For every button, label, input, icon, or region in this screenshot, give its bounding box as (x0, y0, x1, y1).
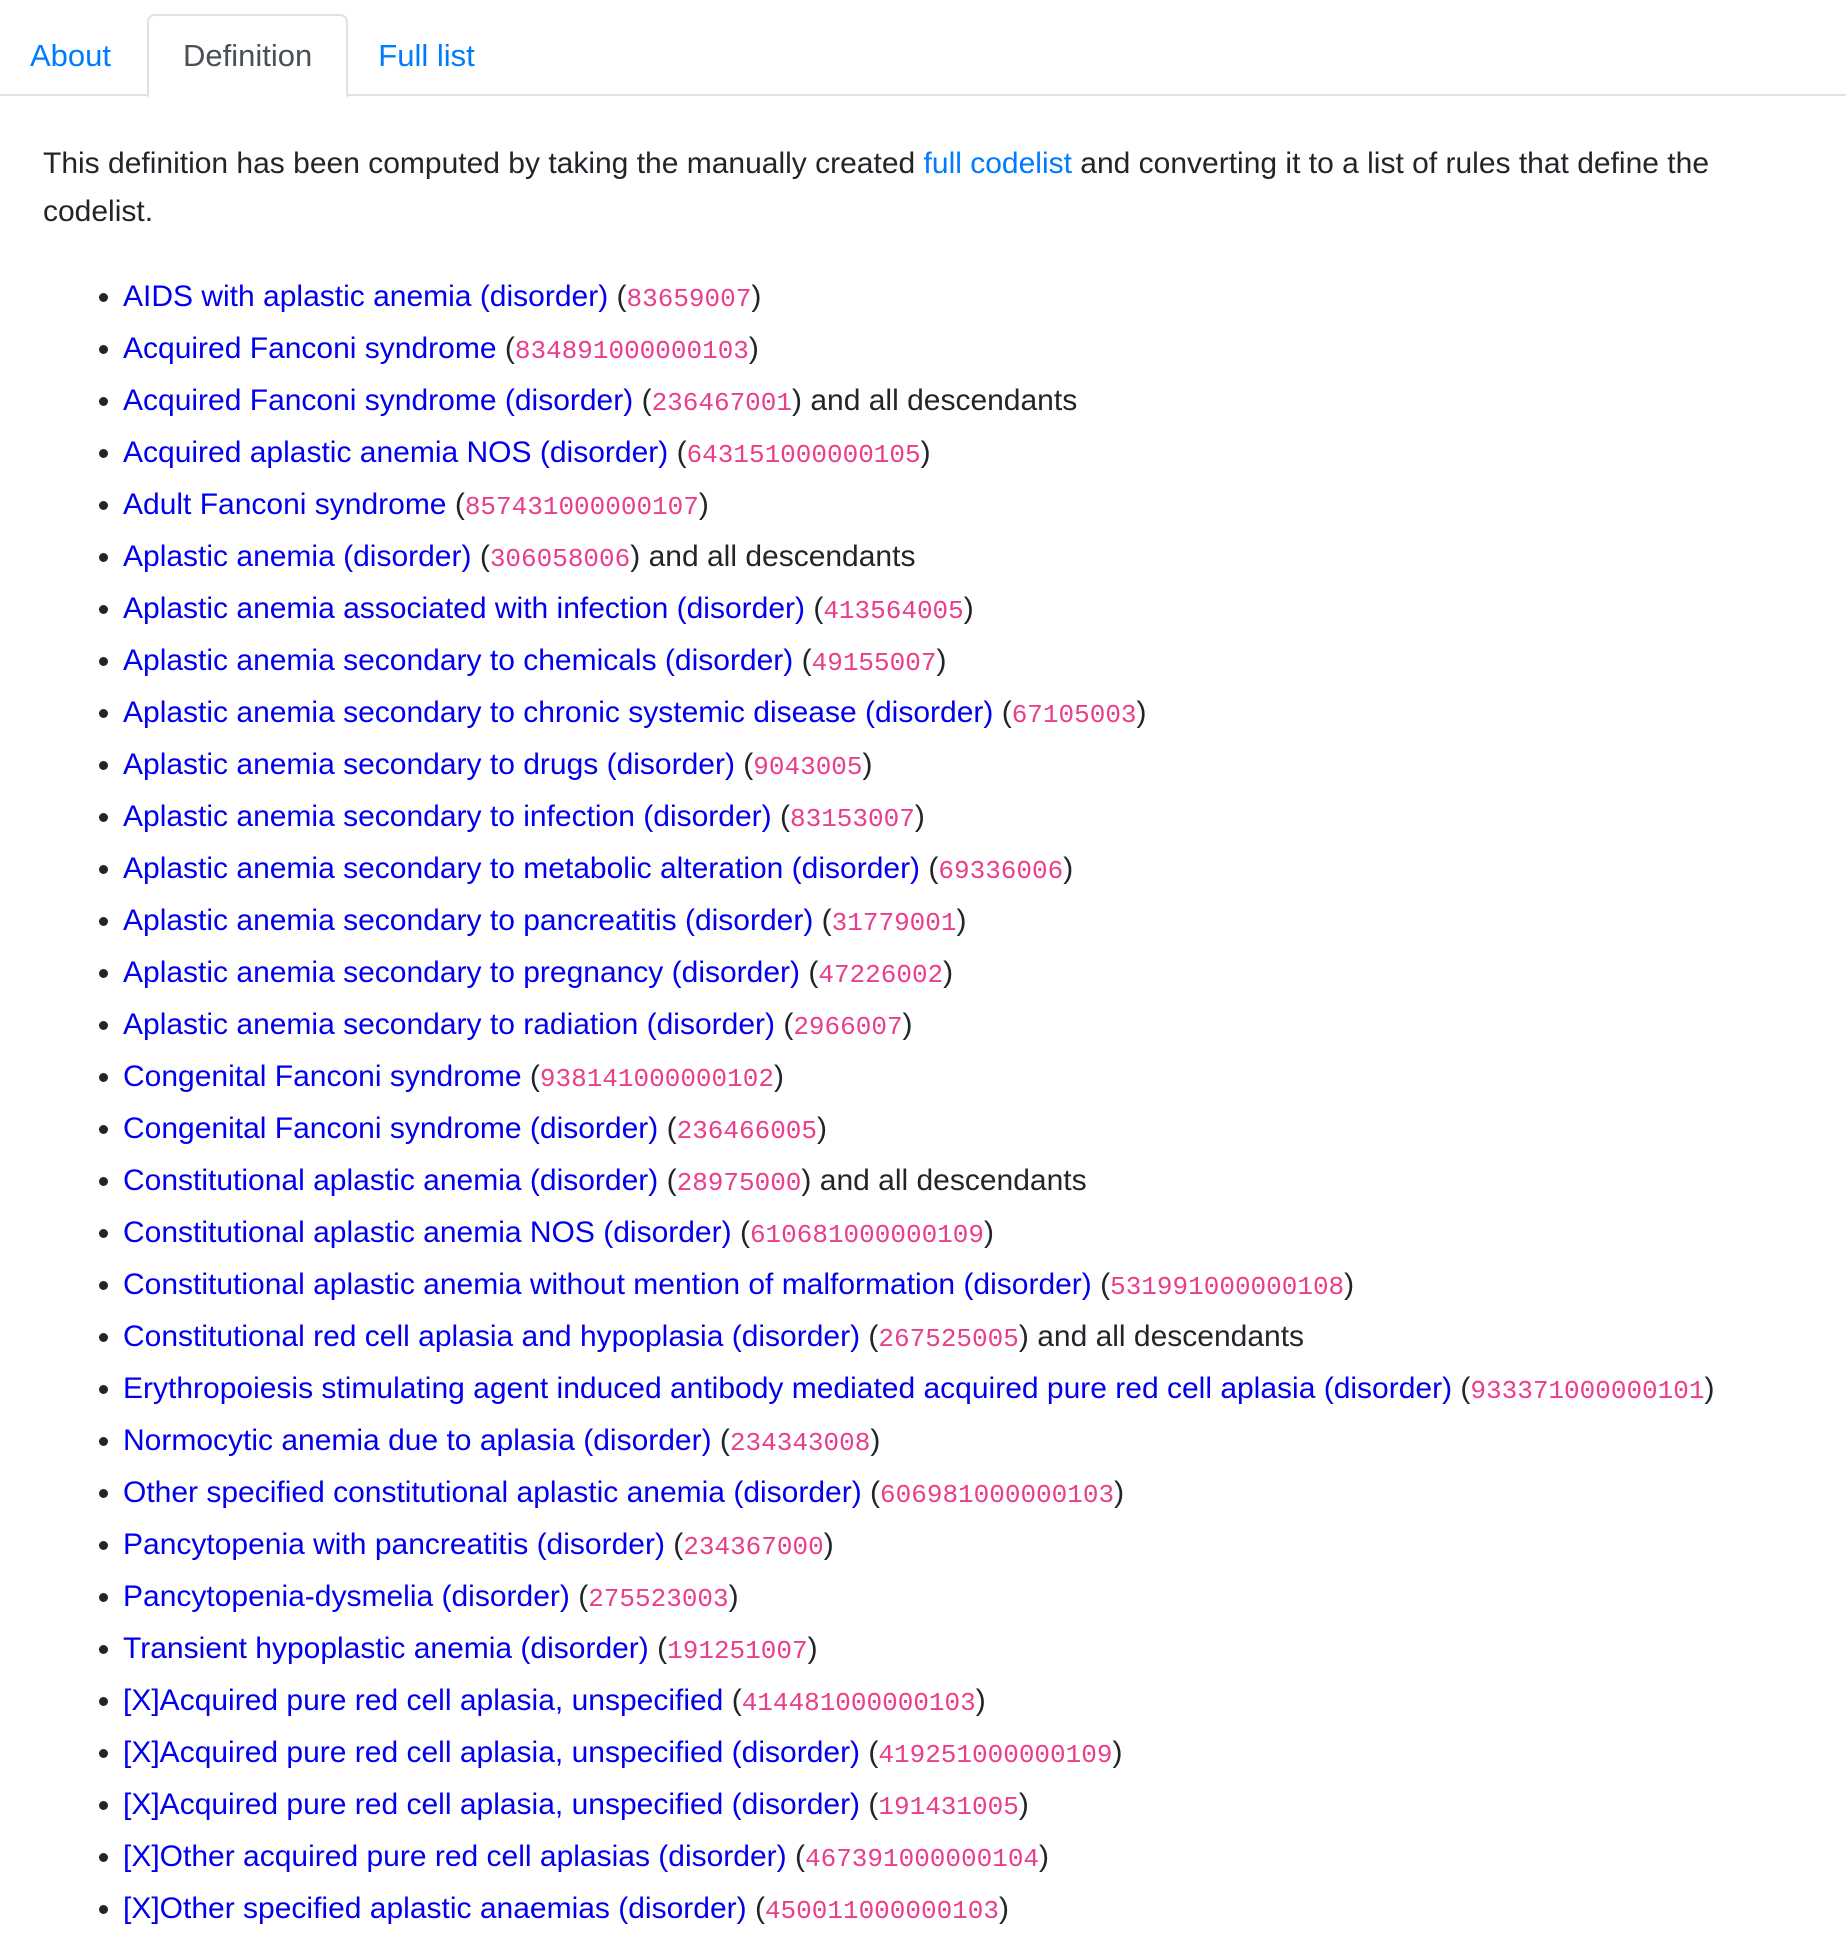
open-paren: ( (648, 1632, 668, 1665)
list-item (123, 1572, 1803, 1624)
concept-code: 413564005 (823, 596, 964, 626)
list-item (123, 1520, 1803, 1572)
concept-code: 606981000000103 (880, 1480, 1115, 1510)
concept-code: 69336006 (938, 856, 1064, 886)
concept-code: 236466005 (676, 1116, 818, 1146)
close-paren: ) (630, 540, 641, 573)
open-paren: ( (771, 800, 790, 833)
descendants-note: and all descendants (802, 384, 1078, 417)
concept-code: 857431000000107 (464, 492, 699, 522)
concept-link[interactable]: Pancytopenia with pancreatitis (disorder) (123, 1528, 665, 1561)
close-paren: ) (943, 956, 954, 989)
list-item (123, 1000, 1803, 1052)
open-paren: ( (1091, 1268, 1111, 1301)
open-paren: ( (861, 1476, 881, 1509)
concept-code: 31779001 (831, 908, 957, 938)
concept-link[interactable]: Congenital Fanconi syndrome (disorder) (123, 1112, 659, 1145)
concept-link[interactable]: Erythropoiesis stimulating agent induced antibody mediated acquired pure red cell aplasia (disorder) (123, 1372, 1453, 1405)
concept-link[interactable]: Aplastic anemia secondary to pregnancy (disorder) (123, 956, 801, 989)
list-item (123, 844, 1803, 896)
concept-link[interactable]: AIDS with aplastic anemia (disorder) (123, 280, 609, 313)
concept-link[interactable]: [X]Other specified aplastic anaemias (disorder) (123, 1892, 747, 1925)
list-item (123, 1780, 1803, 1832)
concept-code: 933371000000101 (1470, 1376, 1705, 1406)
concept-link[interactable]: Constitutional red cell aplasia and hypoplasia (disorder) (123, 1320, 861, 1353)
open-paren: ( (920, 852, 939, 885)
concept-link[interactable]: Other specified constitutional aplastic anemia (disorder) (123, 1476, 862, 1509)
concept-link[interactable]: Normocytic anemia due to aplasia (disorder) (123, 1424, 712, 1457)
tab-full-list[interactable]: Full list (378, 38, 475, 73)
concept-code: 234367000 (683, 1532, 824, 1562)
close-paren: ) (956, 904, 967, 937)
close-paren: ) (1018, 1788, 1029, 1821)
descendants-note: and all descendants (811, 1164, 1087, 1197)
list-item (123, 272, 1803, 324)
concept-code: 83659007 (626, 284, 752, 314)
open-paren: ( (711, 1424, 730, 1457)
close-paren: ) (1112, 1736, 1123, 1769)
open-paren: ( (993, 696, 1012, 729)
open-paren: ( (775, 1008, 794, 1041)
list-item (123, 896, 1803, 948)
concept-link[interactable]: Transient hypoplastic anemia (disorder) (123, 1632, 649, 1665)
close-paren: ) (728, 1580, 739, 1613)
open-paren: ( (446, 488, 465, 521)
list-item (123, 636, 1803, 688)
concept-code: 938141000000102 (539, 1064, 774, 1094)
concept-code: 419251000000109 (878, 1740, 1113, 1770)
open-paren: ( (860, 1788, 879, 1821)
list-item (123, 1312, 1803, 1364)
concept-link[interactable]: Constitutional aplastic anemia (disorder) (123, 1164, 659, 1197)
concept-link[interactable]: Aplastic anemia secondary to pancreatitis (disorder) (123, 904, 814, 937)
close-paren: ) (817, 1112, 828, 1145)
list-item (123, 792, 1803, 844)
open-paren: ( (471, 540, 490, 573)
concept-link[interactable]: Constitutional aplastic anemia NOS (disorder) (123, 1216, 732, 1249)
list-item (123, 428, 1803, 480)
close-paren: ) (936, 644, 947, 677)
open-paren: ( (786, 1840, 805, 1873)
concept-code: 414481000000103 (741, 1688, 976, 1718)
concept-code: 49155007 (811, 648, 937, 678)
list-item (123, 1468, 1803, 1520)
tab-definition[interactable]: Definition (147, 14, 348, 98)
concept-code: 9043005 (753, 752, 863, 782)
list-item (123, 1208, 1803, 1260)
concept-code: 450011000000103 (764, 1896, 999, 1926)
concept-code: 191431005 (878, 1792, 1019, 1822)
list-item (123, 1260, 1803, 1312)
close-paren: ) (823, 1528, 834, 1561)
list-item (123, 584, 1803, 636)
close-paren: ) (963, 592, 974, 625)
concept-link[interactable]: [X]Acquired pure red cell aplasia, unspecified (123, 1684, 724, 1717)
open-paren: ( (658, 1164, 677, 1197)
close-paren: ) (792, 384, 802, 417)
close-paren: ) (1704, 1372, 1715, 1405)
concept-link[interactable]: Aplastic anemia (disorder) (123, 540, 472, 573)
concept-code: 467391000000104 (804, 1844, 1040, 1874)
close-paren: ) (773, 1060, 784, 1093)
close-paren: ) (807, 1632, 818, 1665)
close-paren: ) (983, 1216, 994, 1249)
concept-link[interactable]: Aplastic anemia secondary to chemicals (disorder) (123, 644, 794, 677)
close-paren: ) (975, 1684, 986, 1717)
close-paren: ) (920, 436, 931, 469)
open-paren: ( (668, 436, 687, 469)
close-paren: ) (801, 1164, 812, 1197)
definition-panel (0, 140, 1846, 1936)
list-item (123, 1052, 1803, 1104)
open-paren: ( (521, 1060, 540, 1093)
concept-code: 67105003 (1011, 700, 1137, 730)
rules-list (43, 272, 1803, 1936)
concept-link[interactable]: [X]Other acquired pure red cell aplasias (disorder) (123, 1840, 787, 1873)
close-paren: ) (902, 1008, 913, 1041)
concept-code: 2966007 (793, 1012, 903, 1042)
intro-paragraph (43, 140, 1803, 236)
list-item (123, 688, 1803, 740)
list-item (123, 1728, 1803, 1780)
open-paren: ( (805, 592, 824, 625)
concept-code: 267525005 (878, 1324, 1019, 1354)
open-paren: ( (731, 1216, 750, 1249)
concept-code: 531991000000108 (1110, 1272, 1345, 1302)
list-item (123, 1624, 1803, 1676)
open-paren: ( (734, 748, 754, 781)
list-item (123, 1832, 1803, 1884)
concept-link[interactable]: Acquired aplastic anemia NOS (disorder) (123, 436, 669, 469)
concept-code: 191251007 (667, 1636, 808, 1666)
concept-link[interactable]: Constitutional aplastic anemia without mention of malformation (disorder) (123, 1268, 1092, 1301)
concept-link[interactable]: Adult Fanconi syndrome (123, 488, 447, 521)
descendants-note: and all descendants (1028, 1320, 1305, 1353)
tab-bar (0, 0, 1846, 96)
open-paren: ( (800, 956, 819, 989)
concept-code: 643151000000105 (686, 440, 921, 470)
list-item (123, 1676, 1803, 1728)
open-paren: ( (860, 1320, 879, 1353)
close-paren: ) (751, 280, 762, 313)
close-paren: ) (698, 488, 709, 521)
open-paren: ( (569, 1580, 589, 1613)
list-item (123, 1156, 1803, 1208)
close-paren: ) (1039, 1840, 1050, 1873)
list-item (123, 1416, 1803, 1468)
concept-link[interactable]: Congenital Fanconi syndrome (123, 1060, 522, 1093)
close-paren: ) (1018, 1320, 1029, 1353)
list-item (123, 532, 1803, 584)
concept-link[interactable]: Acquired Fanconi syndrome (disorder) (123, 384, 634, 417)
full-codelist-link[interactable]: full codelist (923, 147, 1072, 180)
tab-about[interactable]: About (30, 38, 112, 73)
list-item (123, 324, 1803, 376)
open-paren: ( (1452, 1372, 1471, 1405)
close-paren: ) (862, 748, 873, 781)
open-paren: ( (633, 384, 652, 417)
concept-link[interactable]: [X]Acquired pure red cell aplasia, unspecified (disorder) (123, 1788, 861, 1821)
open-paren: ( (608, 280, 627, 313)
concept-link[interactable]: Pancytopenia-dysmelia (disorder) (123, 1580, 570, 1613)
intro-text-after: and converting it to a list of rules that define the codelist. (43, 147, 1709, 228)
concept-code: 610681000000109 (749, 1220, 984, 1250)
list-item (123, 948, 1803, 1000)
open-paren: ( (860, 1736, 879, 1769)
concept-link[interactable]: [X]Acquired pure red cell aplasia, unspecified (disorder) (123, 1736, 861, 1769)
close-paren: ) (914, 800, 925, 833)
concept-code: 834891000000103 (514, 336, 749, 366)
open-paren: ( (496, 332, 515, 365)
concept-link[interactable]: Aplastic anemia secondary to radiation (disorder) (123, 1008, 775, 1041)
list-item (123, 480, 1803, 532)
list-item (123, 740, 1803, 792)
close-paren: ) (870, 1424, 881, 1457)
concept-code: 234343008 (729, 1428, 871, 1458)
list-item (123, 1104, 1803, 1156)
concept-code: 83153007 (789, 804, 915, 834)
descendants-note: and all descendants (640, 540, 916, 573)
intro-text-before: This definition has been computed by taking the manually created (43, 147, 924, 180)
concept-code: 47226002 (818, 960, 944, 990)
close-paren: ) (748, 332, 759, 365)
concept-link[interactable]: Acquired Fanconi syndrome (123, 332, 497, 365)
concept-link[interactable]: Aplastic anemia secondary to metabolic alteration (disorder) (123, 852, 921, 885)
concept-link[interactable]: Aplastic anemia associated with infection (disorder) (123, 592, 805, 625)
close-paren: ) (999, 1892, 1009, 1925)
concept-link[interactable]: Aplastic anemia secondary to infection (disorder) (123, 800, 772, 833)
close-paren: ) (1344, 1268, 1355, 1301)
close-paren: ) (1136, 696, 1147, 729)
concept-code: 28975000 (676, 1168, 802, 1198)
open-paren: ( (793, 644, 812, 677)
concept-code: 236467001 (651, 388, 792, 418)
close-paren: ) (1114, 1476, 1125, 1509)
open-paren: ( (813, 904, 832, 937)
close-paren: ) (1063, 852, 1074, 885)
open-paren: ( (723, 1684, 742, 1717)
concept-link[interactable]: Aplastic anemia secondary to drugs (disorder) (123, 748, 735, 781)
open-paren: ( (658, 1112, 677, 1145)
concept-code: 275523003 (588, 1584, 729, 1614)
list-item (123, 376, 1803, 428)
concept-code: 306058006 (489, 544, 631, 574)
list-item (123, 1364, 1803, 1416)
concept-link[interactable]: Aplastic anemia secondary to chronic systemic disease (disorder) (123, 696, 994, 729)
list-item (123, 1884, 1803, 1936)
open-paren: ( (664, 1528, 684, 1561)
open-paren: ( (746, 1892, 765, 1925)
